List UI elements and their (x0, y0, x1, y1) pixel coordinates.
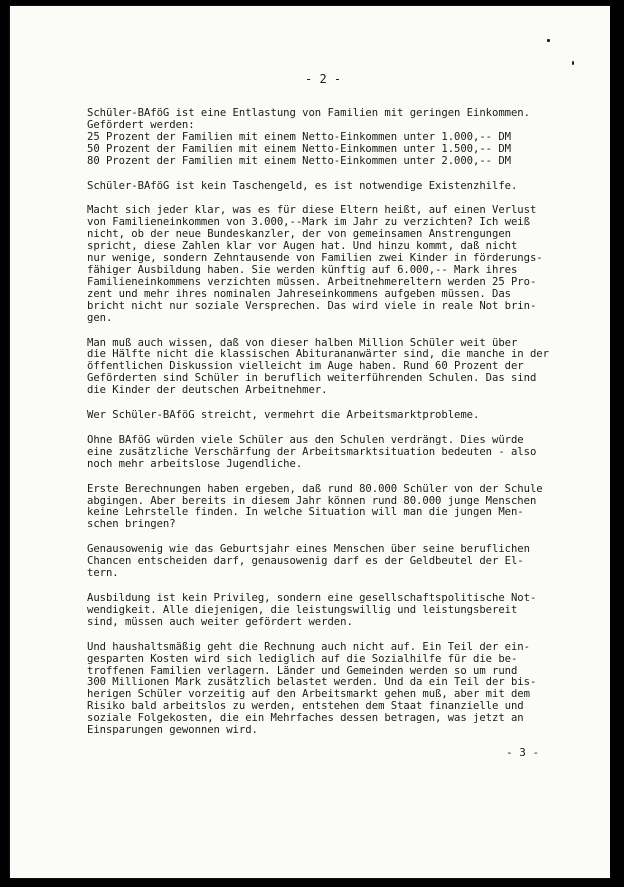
paragraph-calculations: Erste Berechnungen haben ergeben, daß rund 80.000 Schüler von der Schule abgingen. Aber bereits in diesem Jahr können rund 80.000 junge Menschen keine Lehrstelle finden. In welche Situation will man die jungen Men- schen bringen? (87, 482, 543, 531)
continuation-page-number: - 3 - (506, 746, 540, 759)
scan-border (610, 0, 624, 887)
paragraph-without-bafoeg: Ohne BAföG würden viele Schüler aus den Schulen verdrängt. Dies würde eine zusätzliche Verschärfung der Arbeitsmarktsituation bedeuten - also noch mehr arbeitslose Jugendliche. (87, 433, 537, 470)
scan-speck (547, 39, 550, 42)
paragraph-funding-groups: Schüler-BAföG ist eine Entlastung von Familien mit geringen Einkommen. Gefördert werden: 25 Prozent der Familien mit einem Netto-Einkommen unter 1.000,-- DM 50 Prozent der Familien mit einem Netto-Einkommen unter 1.500,-- DM 80 Prozent der Familien mit einem Netto-Einkommen unter 2.000,-- DM (87, 107, 530, 167)
page-number: - 2 - (305, 72, 342, 86)
paragraph-budget: Und haushaltsmäßig geht die Rechnung auch nicht auf. Ein Teil der ein- gesparten Kosten wird sich lediglich auf die Sozialhilfe für die be- troffenen Familien verlagern. Länder und Gemeinden werden so um rund 300 Millionen Mark zusätzlich belastet werden. Und da ein Teil der bis- herigen Schüler vorzeitig auf den Arbeitsmarkt gehen muß, aber mit dem Risiko bald arbeitslos zu werden, entstehen dem Staat finanzielle und soziale Folgekosten, die ein Mehrfaches dessen betragen, was jetzt an Einsparungen gewonnen wird. (87, 640, 537, 737)
paragraph-students: Man muß auch wissen, daß von dieser halben Million Schüler weit über die Hälfte nicht die klassischen Abiturananwärter sind, die manche in der öffentlichen Diskussion vielleicht im Auge haben. Rund 60 Prozent der Geförderten sind Schüler in beruflich weiterführenden Schulen. Das sind die Kinder der deutschen Arbeitnehmer. (87, 336, 549, 397)
letter-body (87, 108, 595, 750)
paragraph-labor-market: Wer Schüler-BAföG streicht, vermehrt die Arbeitsmarktprobleme. (87, 409, 480, 422)
scan-speck (572, 61, 574, 65)
paragraph-income-loss: Macht sich jeder klar, was es für diese Eltern heißt, auf einen Verlust von Familieneinkommen von 3.000,--Mark im Jahr zu verzichten? Ich weiß nicht, ob der neue Bundeskanzler, der von gemeinsamen Anstrengungen spricht, diese Zahlen klar vor Augen hat. Und hinzu kommt, daß nicht nur wenige, sondern Zehntausende von Familien zwei Kinder in förderungs- fähiger Ausbildung haben. Sie werden künftig auf 6.000,-- Mark ihres Familieneinkommens verzichten müssen. Arbeitnehmereltern werden 25 Pro- zent und mehr ihres nominalen Jahreseinkommens aufgeben müssen. Das bricht nicht nur soziale Versprechen. Das wird viele in reale Not brin- gen. (87, 204, 543, 324)
paragraph-privilege: Ausbildung ist kein Privileg, sondern eine gesellschaftspolitische Not- wendigkeit. Alle diejenigen, die leistungswillig und leistungsbereit sind, müssen auch weiter gefördert werden. (87, 592, 537, 628)
paragraph-existence-aid: Schüler-BAföG ist kein Taschengeld, es ist notwendige Existenzhilfe. (87, 179, 518, 192)
paragraph-birth-year: Genausowenig wie das Geburtsjahr eines Menschen über seine beruflichen Chancen entscheiden darf, genausowenig darf es der Geldbeutel der El- tern. (87, 543, 530, 580)
